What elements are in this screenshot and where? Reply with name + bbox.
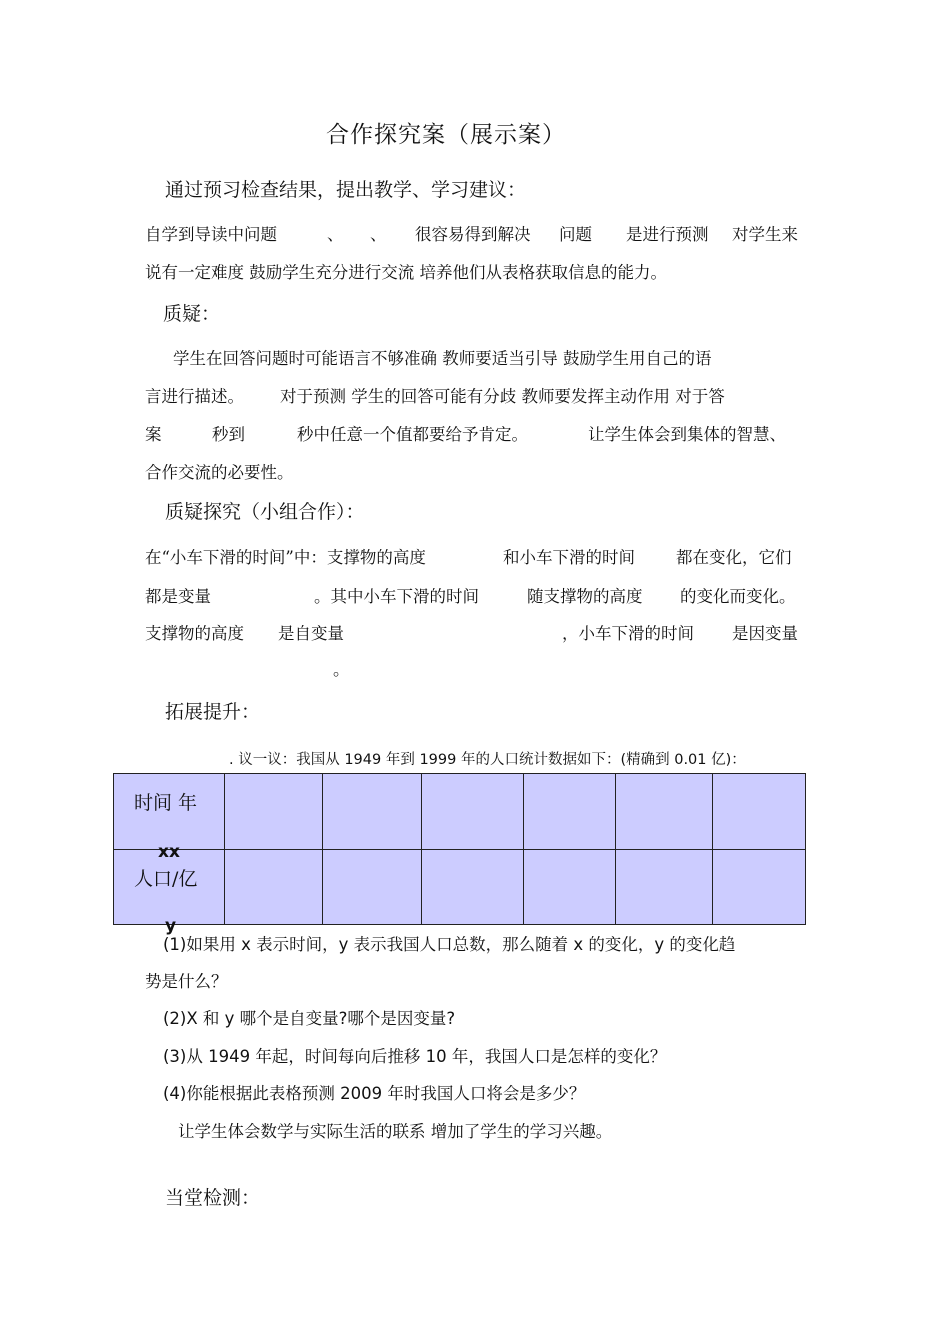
table-cell [524,849,616,925]
table-cell [225,774,323,850]
suggestion-line-1-part5: 对学生来 [732,225,798,244]
question-line-2-part1: 言进行描述。 [145,387,244,406]
question-line-3-part2: 秒到 [212,425,245,444]
suggestion-line-1-sep1: 、 [327,225,344,244]
question-1-line-2: 势是什么？ [145,972,228,991]
inquiry-line-3-part4: 是因变量 [732,624,798,643]
question-4: (4)你能根据此表格预测 2009 年时我国人口将会是多少？ [163,1084,586,1103]
suggestion-line-1-part3: 问题 [559,225,592,244]
population-variable-y: y [165,916,177,936]
suggestion-line-1-part2: 很容易得到解决 [415,225,531,244]
table-cell [422,849,524,925]
extension-note: 让学生体会数学与实际生活的联系 增加了学生的学习兴趣。 [178,1122,613,1141]
question-line-3-part3: 秒中任意一个值都要给予肯定。 [297,425,528,444]
question-3: (3)从 1949 年起，时间每向后推移 10 年，我国人口是怎样的变化？ [163,1047,667,1066]
table-cell [323,849,422,925]
table-row-time [114,774,806,850]
table-cell [422,774,524,850]
table-cell [225,849,323,925]
question-1-line-1: (1)如果用 x 表示时间，y 表示我国人口总数，那么随着 x 的变化，y 的变化趋 [163,935,736,954]
table-cell [524,774,616,850]
question-line-1: 学生在回答问题时可能语言不够准确 教师要适当引导 鼓励学生用自己的语 [173,349,712,368]
inquiry-line-2-part1: 都是变量 [145,587,211,606]
suggestion-line-1-sep2: 、 [370,225,387,244]
inquiry-line-3-part1: 支撑物的高度 [145,624,244,643]
section-heading-suggestions: 通过预习检查结果，提出教学、学习建议： [165,179,527,201]
table-cell [616,849,713,925]
time-year-label: 时间 年 [134,792,198,814]
question-line-3-part4: 让学生体会到集体的智慧、 [588,425,786,444]
table-cell [713,774,806,850]
inquiry-line-1-part2: 和小车下滑的时间 [503,548,635,567]
inquiry-line-2-part3: 随支撑物的高度 [527,587,643,606]
inquiry-line-1-part1: 在“小车下滑的时间”中：支撑物的高度 [145,548,426,567]
population-table [113,773,806,925]
section-heading-extension: 拓展提升： [165,701,261,723]
time-header-cell [114,774,225,850]
inquiry-line-4: 。 [333,660,350,679]
table-row-population [114,849,806,925]
question-line-2-part2: 对于预测 学生的回答可能有分歧 教师要发挥主动作用 对于答 [280,387,725,406]
suggestion-line-1-part1: 自学到导读中问题 [145,225,277,244]
inquiry-line-2-part2: 。其中小车下滑的时间 [314,587,479,606]
section-heading-question: 质疑： [163,303,221,325]
population-unit-label: 人口/亿 [134,867,198,890]
section-heading-group-inquiry: 质疑探究（小组合作）： [165,501,365,523]
table-cell [323,774,422,850]
question-line-4: 合作交流的必要性。 [145,463,294,482]
suggestion-line-2: 说有一定难度 鼓励学生充分进行交流 培养他们从表格获取信息的能力。 [145,263,667,282]
page-title: 合作探究案（展示案） [326,122,566,148]
section-heading-class-test: 当堂检测： [165,1187,261,1209]
inquiry-line-2-part4: 的变化而变化。 [680,587,796,606]
population-intro: . 议一议：我国从 1949 年到 1999 年的人口统计数据如下：(精确到 0.01 亿)： [229,752,746,768]
question-2: (2)X 和 y 哪个是自变量?哪个是因变量? [163,1009,456,1028]
inquiry-line-1-part3: 都在变化，它们 [676,548,792,567]
inquiry-line-3-part3: ，小车下滑的时间 [562,624,694,643]
suggestion-line-1-part4: 是进行预测 [626,225,709,244]
question-line-3-part1: 案 [145,425,162,444]
inquiry-line-3-part2: 是自变量 [278,624,344,643]
table-cell [616,774,713,850]
time-variable-xx: xx [158,842,180,862]
table-cell [713,849,806,925]
